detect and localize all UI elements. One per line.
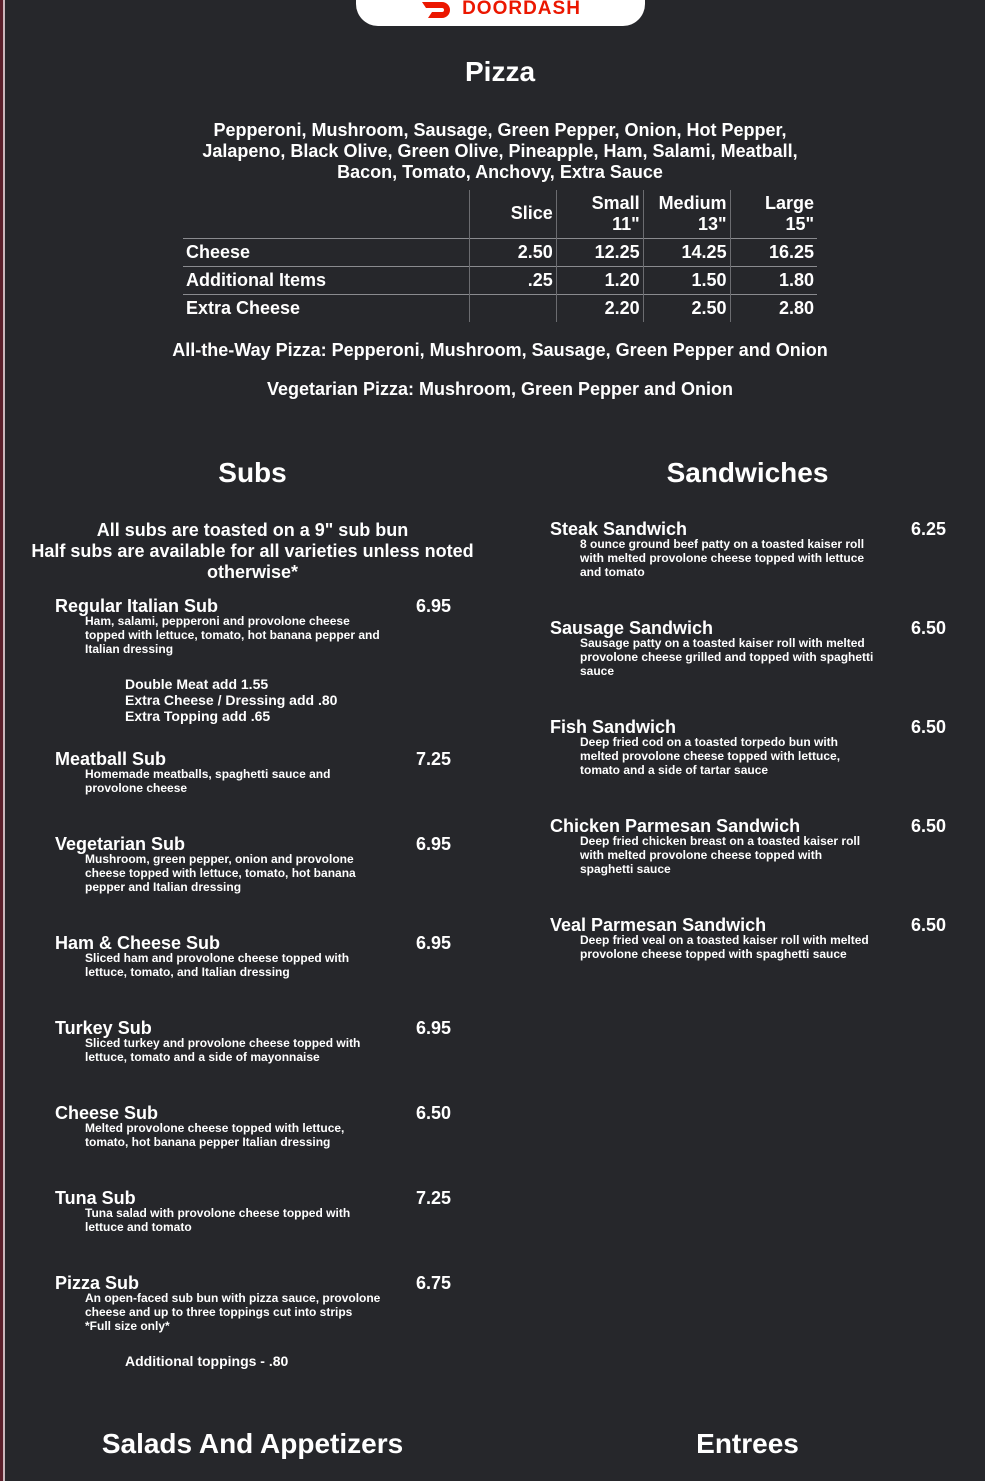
sub-item-vegetarian[interactable]	[55, 834, 455, 894]
item-description: Sliced ham and provolone cheese topped with lettuce, tomato, and Italian dressing	[85, 951, 350, 979]
table-header-large: Large 15"	[764, 192, 814, 234]
row-label: Cheese	[183, 238, 469, 266]
item-name: Turkey Sub	[55, 1018, 152, 1038]
sub-item-ham-cheese[interactable]	[55, 933, 455, 983]
item-price: 6.50	[911, 816, 947, 836]
sandwich-item-chicken-parmesan[interactable]	[550, 816, 950, 876]
extra-option: Double Meat add 1.55	[125, 676, 269, 692]
pizza-sub-extras	[125, 1353, 288, 1369]
subs-section-title: Subs	[218, 457, 287, 488]
item-name: Pizza Sub	[55, 1273, 140, 1293]
item-description: Melted provolone cheese topped with lettuce, tomato, hot banana pepper Italian dressing	[85, 1121, 345, 1149]
pizza-section-title: Pizza	[464, 56, 536, 87]
price-cell: 16.25	[730, 238, 817, 266]
item-description: Deep fried cod on a toasted torpedo bun with melted provolone cheese topped with lettuce, tomato and a side of tartar sauce	[580, 735, 841, 777]
item-price: 6.95	[416, 834, 452, 854]
item-description: Deep fried veal on a toasted kaiser roll with melted provolone cheese topped with spaghetti sauce	[580, 933, 869, 961]
doordash-mark-icon	[420, 0, 454, 20]
item-name: Chicken Parmesan Sandwich	[550, 816, 801, 836]
item-price: 6.95	[416, 933, 452, 953]
price-cell: 2.20	[556, 294, 643, 322]
subs-intro-line1: All subs are toasted on a 9" sub bun	[96, 520, 409, 540]
item-note: *Full size only*	[85, 1319, 170, 1333]
price-cell: .25	[469, 266, 556, 294]
extra-option: Extra Cheese / Dressing add .80	[125, 692, 338, 708]
sub-item-pizza[interactable]	[55, 1273, 455, 1333]
item-name: Sausage Sandwich	[550, 618, 714, 638]
price-cell: 12.25	[556, 238, 643, 266]
row-label: Additional Items	[183, 266, 469, 294]
item-description: Tuna salad with provolone cheese topped with lettuce and tomato	[85, 1206, 351, 1234]
pizza-price-table	[183, 190, 817, 322]
price-cell: 2.50	[469, 238, 556, 266]
item-description-text: An open-faced sub bun with pizza sauce, provolone cheese and up to three toppings cut into strips	[85, 1291, 381, 1319]
italian-sub-extras	[125, 676, 337, 724]
item-price: 6.75	[416, 1273, 452, 1293]
vegetarian-pizza-note: Vegetarian Pizza: Mushroom, Green Pepper and Onion	[266, 379, 734, 399]
price-cell: 2.80	[730, 294, 817, 322]
item-description: Homemade meatballs, spaghetti sauce and provolone cheese	[85, 767, 331, 795]
item-name: Tuna Sub	[55, 1188, 136, 1208]
table-header-small: Small 11"	[556, 190, 643, 238]
item-name: Cheese Sub	[55, 1103, 159, 1123]
table-header-blank	[183, 190, 469, 238]
sub-item-cheese[interactable]	[55, 1103, 455, 1153]
price-cell	[469, 294, 556, 322]
extra-option: Extra Topping add .65	[125, 708, 271, 724]
all-the-way-pizza-note: All-the-Way Pizza: Pepperoni, Mushroom, Sausage, Green Pepper and Onion	[172, 340, 828, 360]
item-price: 7.25	[416, 1188, 452, 1208]
item-description: Ham, salami, pepperoni and provolone cheese topped with lettuce, tomato, hot banana pepper and Italian dressing	[85, 614, 380, 656]
item-price: 6.50	[911, 618, 947, 638]
item-description: Deep fried chicken breast on a toasted kaiser roll with melted provolone cheese topped with spaghetti sauce	[580, 834, 861, 876]
subs-intro	[25, 520, 480, 583]
row-label: Extra Cheese	[183, 294, 469, 322]
sub-item-regular-italian[interactable]	[55, 596, 455, 666]
item-name: Steak Sandwich	[550, 519, 688, 539]
item-price: 6.95	[416, 596, 452, 616]
sandwiches-section-title: Sandwiches	[666, 457, 829, 488]
table-header-slice: Slice	[469, 190, 556, 238]
item-price: 6.50	[911, 717, 947, 737]
item-price: 7.25	[416, 749, 452, 769]
left-edge-border	[0, 0, 5, 1481]
table-header-medium: Medium 13"	[643, 190, 730, 238]
item-description: Sausage patty on a toasted kaiser roll with melted provolone cheese grilled and topped with spaghetti sauce	[580, 636, 874, 678]
sandwich-item-sausage[interactable]	[550, 618, 950, 678]
item-description: Mushroom, green pepper, onion and provolone cheese topped with lettuce, tomato, hot banana pepper and Italian dressing	[85, 852, 356, 894]
entrees-section-title: Entrees	[696, 1428, 799, 1459]
item-name: Meatball Sub	[55, 749, 167, 769]
salads-section-title: Salads And Appetizers	[101, 1428, 404, 1459]
doordash-logo-text: DOORDASH	[462, 0, 581, 19]
extra-option: Additional toppings - .80	[125, 1353, 289, 1369]
sub-item-meatball[interactable]	[55, 749, 455, 799]
pizza-table-header	[183, 190, 817, 238]
table-row	[183, 266, 817, 294]
item-name: Veal Parmesan Sandwich	[550, 915, 767, 935]
item-price: 6.25	[911, 519, 947, 539]
item-name: Fish Sandwich	[550, 717, 677, 737]
sub-item-turkey[interactable]	[55, 1018, 455, 1068]
item-name: Ham & Cheese Sub	[55, 933, 221, 953]
sub-item-tuna[interactable]	[55, 1188, 455, 1238]
doordash-logo[interactable]	[356, 0, 645, 26]
price-cell: 1.20	[556, 266, 643, 294]
item-name: Vegetarian Sub	[55, 834, 186, 854]
table-row	[183, 294, 817, 322]
price-cell: 1.50	[643, 266, 730, 294]
sandwich-item-fish[interactable]	[550, 717, 950, 777]
table-row	[183, 238, 817, 266]
item-price: 6.50	[416, 1103, 452, 1123]
item-price: 6.95	[416, 1018, 452, 1038]
sandwich-item-steak[interactable]	[550, 519, 950, 579]
item-description: Sliced turkey and provolone cheese topped with lettuce, tomato and a side of mayonnaise	[85, 1036, 361, 1064]
price-cell: 2.50	[643, 294, 730, 322]
item-description: 8 ounce ground beef patty on a toasted kaiser roll with melted provolone cheese topped with lettuce and tomato	[580, 537, 865, 579]
price-cell: 1.80	[730, 266, 817, 294]
sandwich-item-veal-parmesan[interactable]	[550, 915, 950, 965]
subs-intro-line2: Half subs are available for all varieties unless noted otherwise*	[31, 541, 474, 582]
item-description	[85, 1291, 395, 1333]
pizza-toppings-list: Pepperoni, Mushroom, Sausage, Green Pepper, Onion, Hot Pepper, Jalapeno, Black Olive, Green Olive, Pineapple, Ham, Salami, Meatball, Bacon, Tomato, Anchovy, Extra Sauce	[202, 120, 798, 182]
item-price: 6.50	[911, 915, 947, 935]
item-name: Regular Italian Sub	[55, 596, 219, 616]
price-cell: 14.25	[643, 238, 730, 266]
